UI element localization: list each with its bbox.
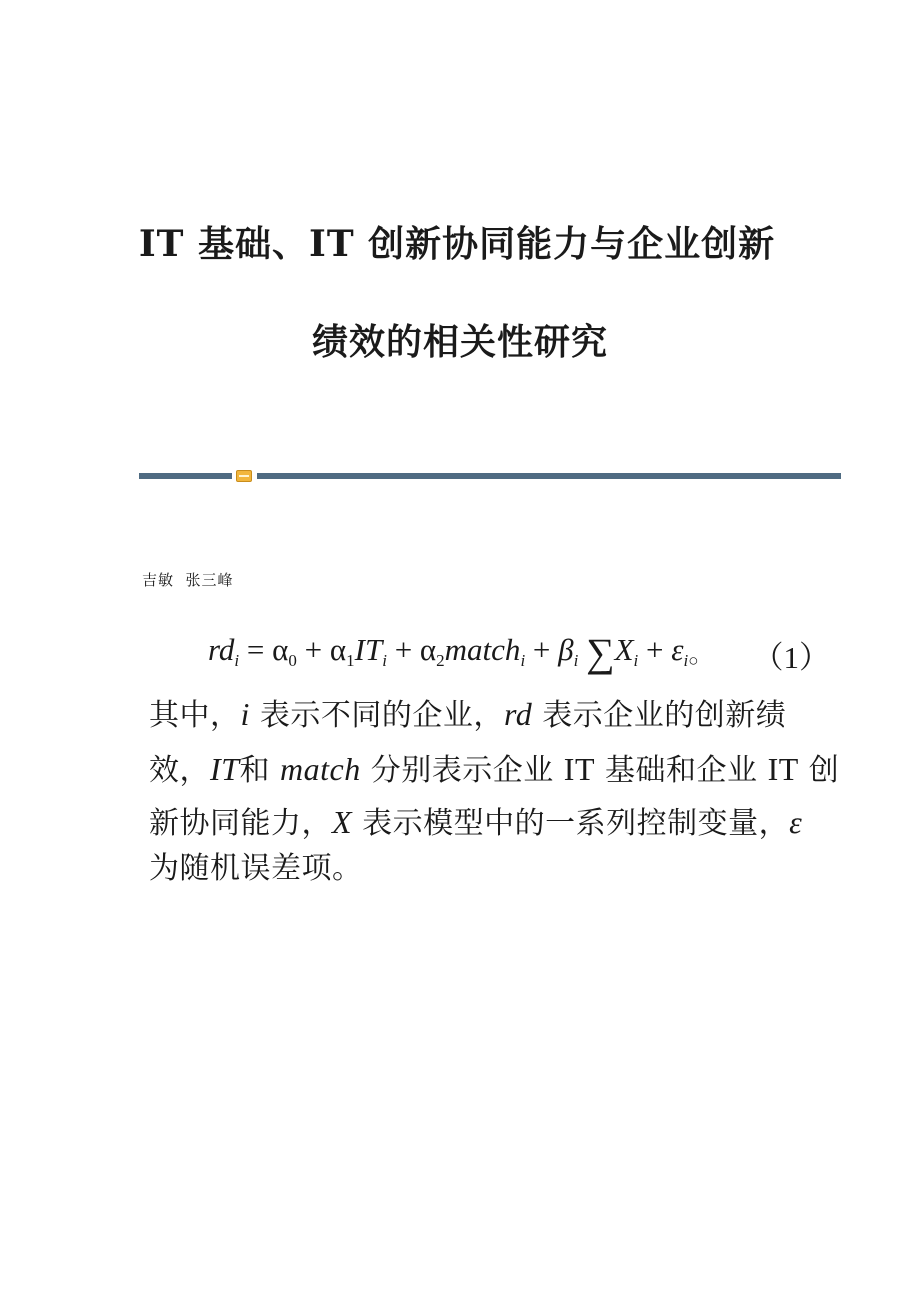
equation-body: $rd_i = \alpha_0 + \alpha_1IT_i$ + $\alpha_2match_i + \beta_i$ $\sum X_i + \varepsilon_{i○}$ [208,630,699,675]
paper-title-line-1: IT 基础、IT 创新协同能力与企业创新 [138,223,776,265]
body-text-line-3: 新协同能力，X 表示模型中的一系列控制变量，ε [149,804,803,841]
equation-number: （1） [752,640,830,675]
divider-bar-right [257,473,841,479]
divider-emblem-icon [236,470,252,482]
body-text-line-4: 为随机误差项。 [149,851,363,886]
authors: 吉敏 张三峰 [142,571,234,589]
body-text-line-2: 效，IT和 match 分别表示企业 IT 基础和企业 IT 创 [149,751,840,788]
title-divider [139,470,841,482]
paper-title-line-2: 绩效的相关性研究 [311,321,608,363]
equation-1 [208,630,830,684]
body-text-line-1: 其中，i 表示不同的企业，rd 表示企业的创新绩 [149,696,787,733]
divider-bar-left [139,473,232,479]
